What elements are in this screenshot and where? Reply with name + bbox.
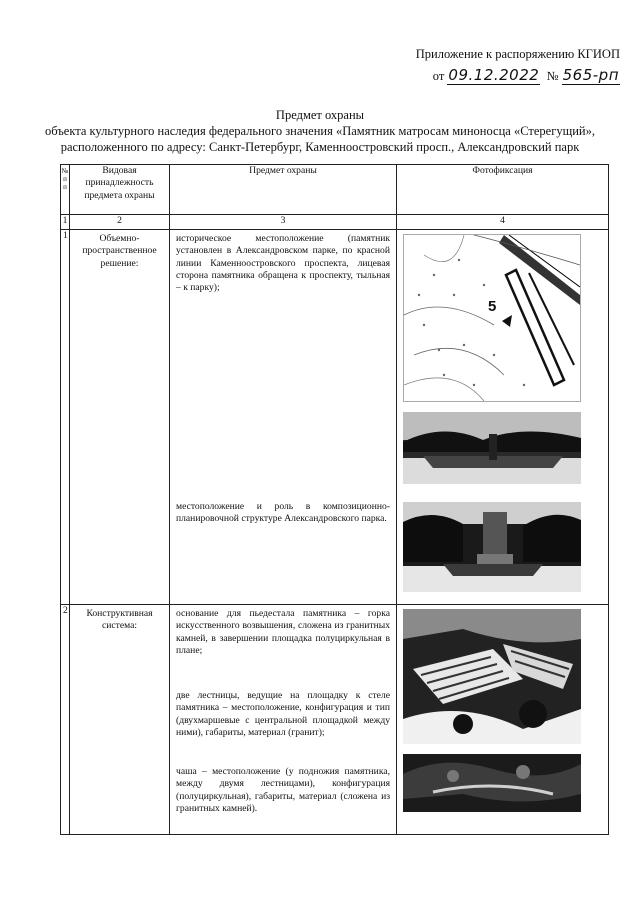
photo-drawing <box>403 412 581 484</box>
header-subject: Предмет охраны <box>170 165 397 215</box>
photo-monument-front <box>403 502 581 592</box>
appendix-header <box>416 44 620 88</box>
column-numbers-row <box>61 215 609 230</box>
row-category: Объемно-пространственное решение: <box>70 230 170 605</box>
photo-bowl <box>403 754 581 812</box>
row-subject-cell <box>170 605 397 835</box>
photo-stairs <box>403 609 581 744</box>
title-line-1: Предмет охраны <box>275 108 365 122</box>
site-plan-drawing <box>404 235 580 401</box>
subject-item: две лестницы, ведущие на площадку к стеле памятника – местоположение, конфигурация и тип (двухмаршевые с центральной площадкой между ними), габариты, материал (гранит); <box>176 690 390 738</box>
order-date: 09.12.2022 <box>448 65 540 84</box>
photo-drawing <box>403 754 581 812</box>
protection-subject-table <box>60 164 609 835</box>
appendix-line: Приложение к распоряжению КГИОП <box>415 47 620 61</box>
row-subject-cell <box>170 230 397 605</box>
title-line-3: расположенного по адресу: Санкт-Петербург, Каменноостровский просп., Александровский парк <box>60 140 580 154</box>
date-prefix: от <box>432 68 445 83</box>
header-num: № п п <box>61 165 70 215</box>
document-title <box>20 107 620 155</box>
table-row <box>61 605 609 835</box>
subject-item: основание для пьедестала памятника – горка искусственного возвышения, сложена из гранитных камней, в завершении площадка полуциркульная в плане; <box>176 608 390 656</box>
column-number: 2 <box>70 215 170 230</box>
header-photo: Фотофиксация <box>397 165 609 215</box>
site-plan-map <box>403 234 581 402</box>
row-number: 2 <box>61 605 70 835</box>
row-photo-cell <box>397 605 609 835</box>
photo-park-view <box>403 412 581 484</box>
subject-item: местоположение и роль в композиционно-планировочной структуре Александровского парка. <box>176 501 390 525</box>
header-category: Видовая принадлежность предмета охраны <box>70 165 170 215</box>
table-header-row <box>61 165 609 215</box>
order-date-number <box>416 66 620 88</box>
photo-drawing <box>403 502 581 592</box>
title-line-2: объекта культурного наследия федерального значения «Памятник матросам миноносца «Стерегущий», <box>45 124 595 138</box>
table-row <box>61 230 609 605</box>
column-number: 3 <box>170 215 397 230</box>
row-number: 1 <box>61 230 70 605</box>
photo-drawing <box>403 609 581 744</box>
row-photo-cell <box>397 230 609 605</box>
column-number: 1 <box>61 215 70 230</box>
map-object-label: 5 <box>488 298 497 315</box>
number-prefix: № <box>546 68 559 83</box>
order-number: 565-рп <box>562 65 619 84</box>
column-number: 4 <box>397 215 609 230</box>
row-category: Конструктивная система: <box>70 605 170 835</box>
subject-item: историческое местоположение (памятник установлен в Александровском парке, по красной линии Каменноостровского проспекта, лицевая сторона памятника обращена к проспекту, тыльная – к парку); <box>176 233 390 294</box>
subject-item: чаша – местоположение (у подножия памятника, между двумя лестницами), конфигурация (полуциркульная), габариты, материал (сложена из гранитных камней). <box>176 766 390 814</box>
